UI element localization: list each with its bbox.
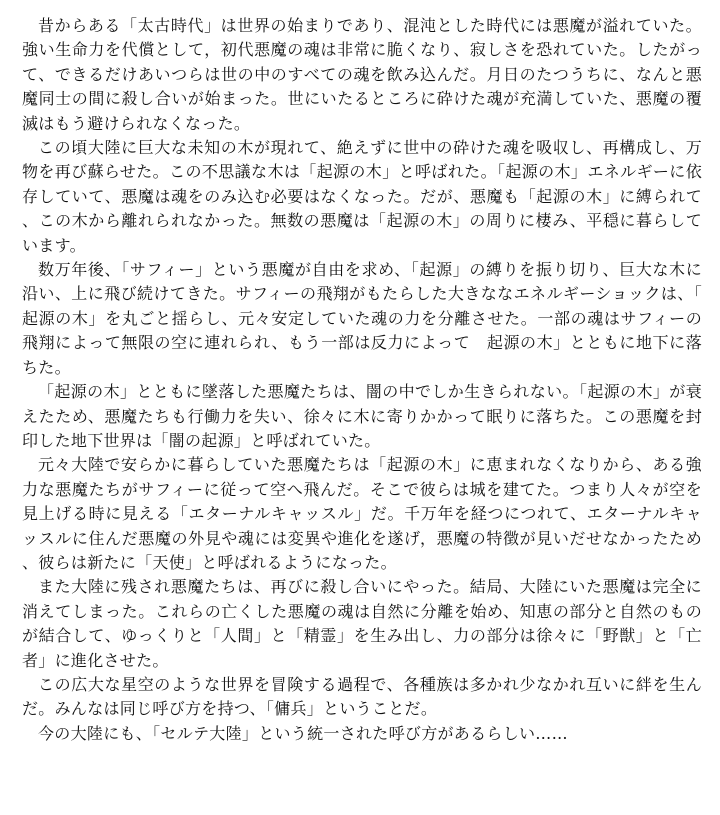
paragraph-ancient-era: 昔からある「太古時代」は世界の始まりであり、混沌とした時代には悪魔が溢れていた。強い生命力を代償として，初代悪魔の魂は非常に脆くなり、寂しさを恐れていた。したがって、できるだけあいつらは世の中のすべての魂を飲み込んだ。月日のたつうちに、なんと悪魔同士の間に殺し合いが始まった。世にいたるところに砕けた魂が充満していた、悪魔の覆滅はもう避けられなくなった。 (22, 16, 702, 133)
paragraph-saphie-flight: 数万年後、「サフィー」という悪魔が自由を求め、「起源」の縛りを振り切り、巨大な木に沿い、上に飛び続けてきた。サフィーの飛翔がもたらした大きななエネルギーショックは、「起源の木」を丸ごと揺らし、元々安定していた魂の力を分離させた。一部の魂はサフィーの飛翔によって無限の空に連れられ、もう一部は反力によって 起源の木」とともに地下に落ちた。 (22, 260, 702, 377)
paragraph-selte-continent: 今の大陸にも、「セルテ大陸」という統一された呼び方があるらしい…… (38, 723, 568, 743)
paragraph-mercenaries: この広大な星空のような世界を冒険する過程で、各種族は多かれ少なかれ互いに絆を生んだ。みんなは同じ呼び方を持つ、「傭兵」ということだ。 (22, 674, 702, 719)
paragraph-origin-tree: この頃大陸に巨大な未知の木が現れて、絶えずに世中の砕けた魂を吸収し、再構成し、万物を再び蘇らせた。この不思議な木は「起源の木」と呼ばれた。「起源の木」エネルギーに依存していて、悪魔は魂をのみ込む必要はなくなった。だが、悪魔も「起源の木」に縛られて、この木から離れられなかった。無数の悪魔は「起源の木」の周りに棲み、平穏に暮らしています。 (22, 138, 702, 255)
paragraph-dark-origin: 「起源の木」とともに墜落した悪魔たちは、闇の中でしか生きられない。「起源の木」が衰えたため、悪魔たちも行働力を失い、徐々に木に寄りかかって眠りに落ちた。この悪魔を封印した地下世界は「闇の起源」と呼ばれていた。 (22, 382, 702, 450)
paragraph-eternal-castle: 元々大陸で安らかに暮らしていた悪魔たちは「起源の木」に恵まれなくなりから、ある強力な悪魔たちがサフィーに従って空へ飛んだ。そこで彼らは城を建てた。つまり人々が空を見上げる時に見える「エターナルキャッスル」だ。千万年を経つにつれて、エターナルキャッスルに住んだ悪魔の外見や魂には変異や進化を遂げ，悪魔の特徴が見いだせなかったため、彼らは新たに「天使」と呼ばれるようになった。 (22, 455, 702, 572)
paragraph-races-born: また大陸に残され悪魔たちは、再びに殺し合いにやった。結局、大陸にいた悪魔は完全に消えてしまった。これらの亡くした悪魔の魂は自然に分離を始め、知恵の部分と自然のものが結合して、ゆっくりと「人間」と「精霊」を生み出し、力の部分は徐々に「野獣」と「亡者」に進化させた。 (22, 577, 702, 670)
